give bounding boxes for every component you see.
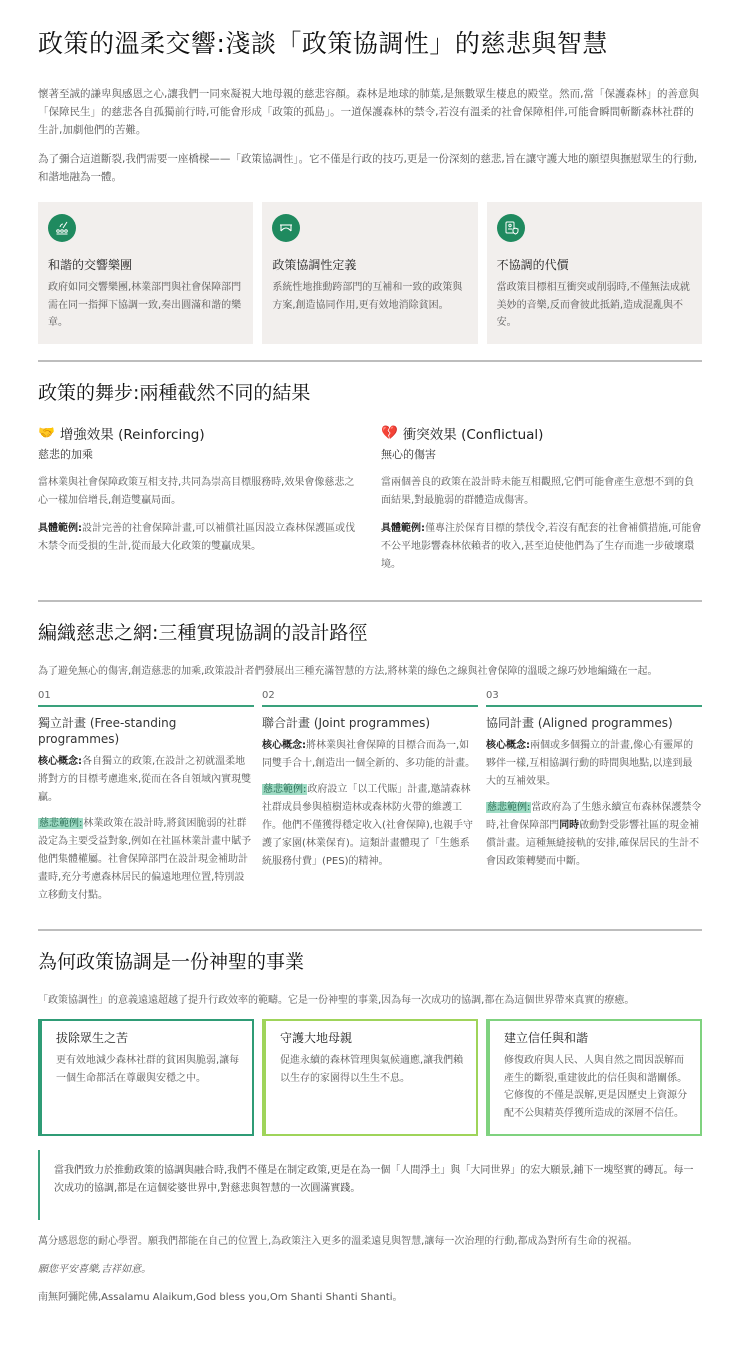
- concept-card-definition: [262, 202, 477, 344]
- reinforcing-example: 具體範例:設計完善的社會保障計畫,可以補償社區因設立森林保護區或伐木禁令而受損的生計,從而最大化政策的雙贏成果。: [38, 522, 356, 552]
- path-step-1: [38, 690, 254, 913]
- benefit-boxes: [38, 1019, 702, 1136]
- concept-card-title: 不協調的代價: [496, 258, 569, 273]
- conflictual-text: 當兩個善良的政策在設計時未能互相觀照,它們可能會產生意想不到的負面結果,對最脆弱的群體造成傷害。: [381, 476, 695, 506]
- box-title: 建立信任與和諧: [504, 1031, 589, 1046]
- concept-card-text: 系統性地推動跨部門的互補和一致的政策與方案,創造協同作用,更有效地消除貧困。: [272, 282, 463, 311]
- divider: [38, 929, 702, 931]
- highlight-label: 慈悲範例:: [39, 818, 83, 830]
- intro-paragraph-2: 為了彌合這道斷裂,我們需要一座橋樑——「政策協調性」。它不僅是行政的技巧,更是一份深刻的慈悲,旨在讓守護大地的願望與撫慰眾生的行動,和諧地融為一體。: [38, 152, 698, 183]
- step-number: 01: [38, 690, 254, 707]
- conflictual-title: 💔 衝突效果 (Conflictual): [381, 424, 544, 443]
- divider: [38, 360, 702, 362]
- bridge-icon: [272, 214, 300, 242]
- step-core: 核心概念:將林業與社會保障的目標合而為一,如同雙手合十,創造出一個全新的、多功能的計畫。: [262, 740, 476, 770]
- effects-columns: [38, 423, 702, 584]
- closing-thanks: 萬分感恩您的耐心學習。願我們都能在自己的位置上,為政策注入更多的溫柔遠見與智慧,讓每一次治理的行動,都成為對所有生命的祝福。: [38, 1236, 638, 1248]
- box-text: 更有效地減少森林社群的貧困與脆弱,讓每一個生命都活在尊嚴與安穩之中。: [56, 1055, 240, 1084]
- divider: [38, 600, 702, 602]
- path-step-3: [486, 690, 702, 913]
- step-title: 獨立計畫 (Free-standing programmes): [38, 715, 177, 747]
- concept-card-text: 當政策目標相互衝突或削弱時,不僅無法成就美妙的音樂,反而會彼此抵銷,造成混亂與不安。: [496, 282, 690, 329]
- box-text: 修復政府與人民、人與自然之間因誤解而產生的斷裂,重建彼此的信任與和諧關係。它修復的不僅是誤解,更是因歷史上資源分配不公與精英俘獲所造成的深層不信任。: [504, 1055, 688, 1119]
- highlight-label: 慈悲範例:: [263, 784, 307, 796]
- step-core: 核心概念:各自獨立的政策,在設計之初就溫柔地將對方的目標考慮進來,從而在各自領域內實現雙贏。: [38, 756, 252, 804]
- paths-intro: 為了避免無心的傷害,創造慈悲的加乘,政策設計者們發展出三種充滿智慧的方法,將林業的綠色之線與社會保障的溫暖之線巧妙地編織在一起。: [38, 665, 658, 677]
- step-core: 核心概念:兩個或多個獨立的計畫,像心有靈犀的夥伴一樣,互相協調行動的時間與地點,以達到最大的互補效果。: [486, 740, 694, 788]
- reinforcing-subtitle: 慈悲的加乘: [38, 447, 93, 461]
- conflictual-example: 具體範例:僅專注於保育目標的禁伐令,若沒有配套的社會補償措施,可能會不公平地影響森林依賴者的收入,甚至迫使他們為了生存而進一步破壞環境。: [381, 522, 702, 570]
- concept-cards: [38, 202, 702, 344]
- closing-wish: 願您平安喜樂,吉祥如意。: [38, 1264, 152, 1276]
- box-title: 守護大地母親: [280, 1031, 353, 1046]
- handshake-icon: 🤝: [38, 424, 55, 441]
- section-heading-sacred: 為何政策協調是一份神聖的事業: [38, 951, 305, 974]
- quote-text: 當我們致力於推動政策的協調與融合時,我們不僅是在制定政策,更是在為一個「人間淨土」與「大同世界」的宏大願景,鋪下一塊堅實的磚瓦。每一次成功的協調,都是在這個娑婆世界中,對慈悲與智慧的一次圓滿實踐。: [54, 1165, 694, 1195]
- broken-heart-icon: 💔: [381, 424, 398, 441]
- step-example: 慈悲範例:當政府為了生態永續宣布森林保護禁令時,社會保障部門同時啟動對受影響社區的現金補償計畫。這種無縫接軌的安排,確保居民的生計不會因政策轉變而中斷。: [486, 802, 702, 868]
- closing: [38, 1234, 702, 1306]
- closing-blessing: 南無阿彌陀佛,Assalamu Alaikum,God bless you,Om Shanti Shanti Shanti。: [38, 1292, 403, 1304]
- benefit-box-build-trust: [486, 1019, 702, 1136]
- section-heading-effects: 政策的舞步:兩種截然不同的結果: [38, 381, 311, 404]
- conflictual-subtitle: 無心的傷害: [381, 447, 436, 461]
- benefit-box-protect-earth: [262, 1019, 478, 1136]
- step-example: 慈悲範例:林業政策在設計時,將貧困脆弱的社群設定為主要受益對象,例如在社區林業計畫中賦予他們集體權屬。社會保障部門在設計現金補助計畫時,充分考慮森林居民的偏遠地理位置,特別設立移動支付點。: [38, 818, 252, 902]
- step-title: 協同計畫 (Aligned programmes): [486, 715, 673, 730]
- orchestra-icon: [48, 214, 76, 242]
- reinforcing-title: 🤝 增強效果 (Reinforcing): [38, 424, 205, 443]
- reinforcing-text: 當林業與社會保障政策互相支持,共同為崇高目標服務時,效果會像慈悲之心一樣加倍增長,創造雙贏局面。: [38, 476, 355, 506]
- concept-card-orchestra: [38, 202, 253, 344]
- concept-card-title: 政策協調性定義: [272, 258, 357, 273]
- step-title: 聯合計畫 (Joint programmes): [262, 715, 431, 730]
- document-shield-icon: [497, 214, 525, 242]
- box-title: 拔除眾生之苦: [56, 1031, 129, 1046]
- section-heading-paths: 編織慈悲之網:三種實現協調的設計路徑: [38, 621, 368, 644]
- step-number: 03: [486, 690, 702, 707]
- step-example: 慈悲範例:政府設立「以工代賑」計畫,邀請森林社群成員參與植樹造林或森林防火帶的維護工作。他們不僅獲得穩定收入(社會保障),也親手守護了家園(林業保育)。這類計畫體現了「生態系統服務付費」(PES)的精神。: [262, 784, 473, 868]
- concept-card-text: 政府如同交響樂團,林業部門與社會保障部門需在同一指揮下協調一致,奏出圓滿和諧的樂章。: [48, 282, 242, 329]
- blockquote: [38, 1150, 702, 1220]
- design-paths: [38, 690, 702, 913]
- highlight-label: 慈悲範例:: [487, 802, 531, 814]
- conflictual-effect: [381, 423, 702, 584]
- concept-card-title: 和諧的交響樂團: [48, 258, 133, 273]
- step-number: 02: [262, 690, 478, 707]
- sacred-intro: 「政策協調性」的意義遠遠超越了提升行政效率的範疇。它是一份神聖的事業,因為每一次成功的協調,都在為這個世界帶來真實的療癒。: [38, 995, 635, 1007]
- box-text: 促進永續的森林管理與氣候適應,讓我們賴以生存的家園得以生生不息。: [280, 1055, 464, 1084]
- path-step-2: [262, 690, 478, 913]
- concept-card-cost: [487, 202, 702, 344]
- benefit-box-relieve-suffering: [38, 1019, 254, 1136]
- reinforcing-effect: [38, 423, 359, 584]
- intro-paragraph-1: 懷著至誠的謙卑與感恩之心,讓我們一同來凝視大地母親的慈悲容顏。森林是地球的肺葉,是無數眾生棲息的殿堂。然而,當「保護森林」的善意與「保障民生」的慈悲各自孤獨前行時,可能會形成「政策的孤島」。一道保護森林的禁令,若沒有溫柔的社會保障相伴,可能會瞬間斬斷森林社群的生計,加劇他們的苦難。: [38, 87, 700, 137]
- page-title: 政策的溫柔交響:淺談「政策協調性」的慈悲與智慧: [38, 29, 608, 58]
